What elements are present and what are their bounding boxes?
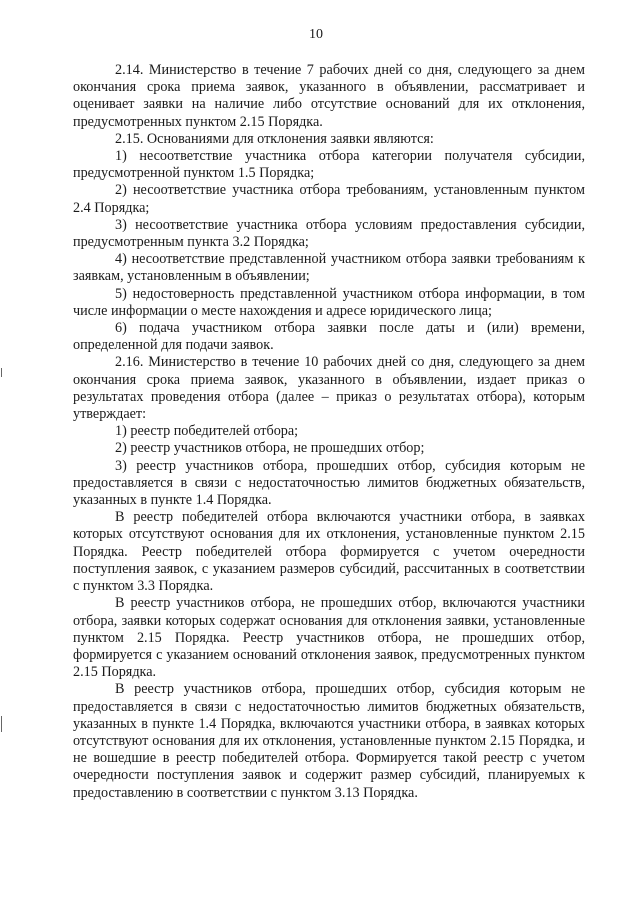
paragraph-2-14: 2.14. Министерство в течение 7 рабочих дней со дня, следующего за днем окончания срока приема заявок, указанного в объявлении, рассматривает и оценивает заявки на наличие либо отсутствие оснований для их отклонения, предусмотренных пунктом 2.15 Порядка.	[73, 62, 585, 130]
list-item-2-15-4: 4) несоответствие представленной участником отбора заявки требованиям к заявкам, установленным в объявлении;	[73, 251, 585, 285]
document-body	[73, 62, 585, 802]
paragraph-2-16: 2.16. Министерство в течение 10 рабочих дней со дня, следующего за днем окончания срока приема заявок, указанного в объявлении, издает приказ о результатах проведения отбора (далее – приказ о результатах отбора), которым утверждает:	[73, 354, 585, 423]
paragraph-rejected-registry: В реестр участников отбора, не прошедших отбор, включаются участники отбора, заявки которых содержат основания для отклонения заявки, установленные пунктом 2.15 Порядка. Реестр участников отбора, не прошедших отбор, формируется с указанием оснований отклонения заявок, предусмотренных пунктом 2.15 Порядка.	[73, 595, 585, 681]
list-item-2-15-5: 5) недостоверность представленной участником отбора информации, в том числе информации о месте нахождения и адресе юридического лица;	[73, 285, 585, 319]
margin-mark	[1, 368, 2, 377]
paragraph-winners-registry: В реестр победителей отбора включаются участники отбора, в заявках которых отсутствуют основания для их отклонения, установленные пунктом 2.15 Порядка. Реестр победителей отбора формируется с учетом очередности поступления заявок, с указанием размеров субсидий, рассчитанных в соответствии с пунктом 3.3 Порядка.	[73, 509, 585, 595]
list-item-2-16-3: 3) реестр участников отбора, прошедших отбор, субсидия которым не предоставляется в связи с недостаточностью лимитов бюджетных обязательств, указанных в пункте 1.4 Порядка.	[73, 457, 585, 509]
paragraph-unfunded-registry: В реестр участников отбора, прошедших отбор, субсидия которым не предоставляется в связи с недостаточностью лимитов бюджетных обязательств, указанных в пункте 1.4 Порядка, включаются участники отбора, в заявках которых отсутствуют основания для их отклонения, установленные пунктом 2.15 Порядка, и не вошедшие в реестр победителей отбора. Формируется такой реестр с учетом очередности поступления заявок и содержит размер субсидий, планируемых к предоставлению в соответствии с пунктом 3.13 Порядка.	[73, 681, 585, 801]
page-number: 10	[309, 27, 323, 42]
margin-mark	[1, 716, 2, 732]
list-item-2-15-1: 1) несоответствие участника отбора категории получателя субсидии, предусмотренной пунктом 1.5 Порядка;	[73, 148, 585, 182]
list-item-2-15-3: 3) несоответствие участника отбора условиям предоставления субсидии, предусмотренным пункта 3.2 Порядка;	[73, 216, 585, 251]
list-item-2-15-6: 6) подача участником отбора заявки после даты и (или) времени, определенной для подачи заявок.	[73, 320, 585, 354]
list-item-2-16-2: 2) реестр участников отбора, не прошедших отбор;	[115, 440, 425, 457]
paragraph-2-15: 2.15. Основаниями для отклонения заявки являются:	[115, 130, 434, 147]
list-item-2-15-2: 2) несоответствие участника отбора требованиям, установленным пунктом 2.4 Порядка;	[73, 182, 585, 216]
list-item-2-16-1: 1) реестр победителей отбора;	[115, 423, 299, 440]
